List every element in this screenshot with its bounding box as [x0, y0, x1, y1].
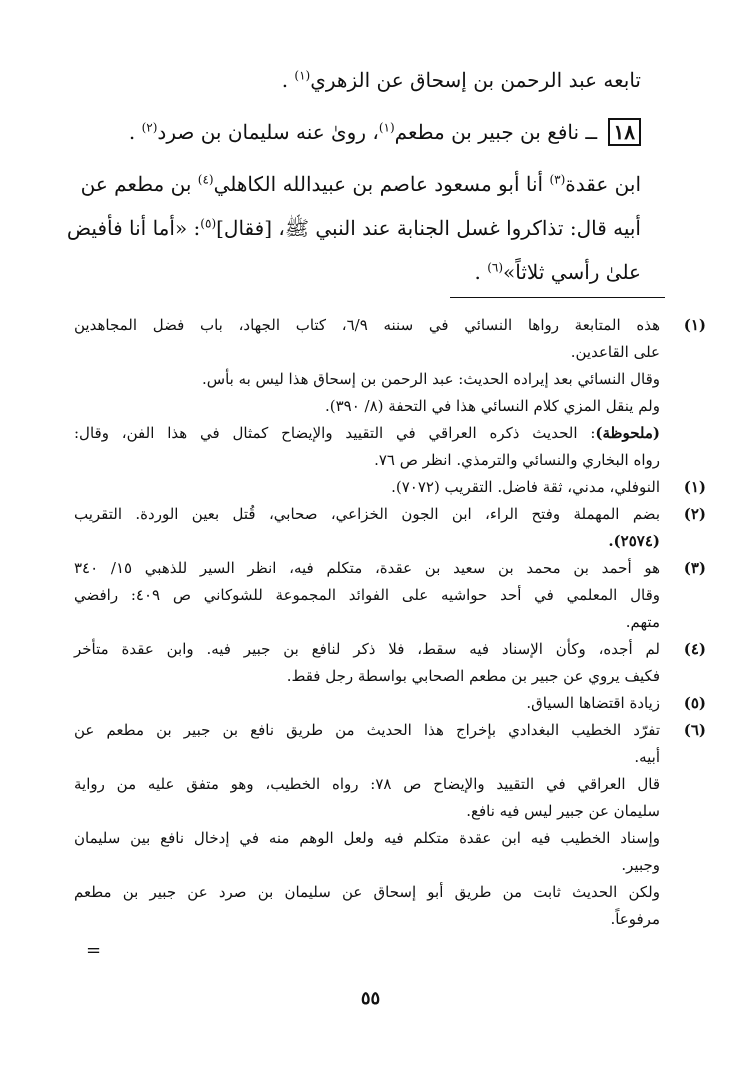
footnote-line: تفرّد الخطيب البغدادي بإخراج هذا الحديث من طريق نافع بن جبير بن مطعم عن [74, 721, 660, 739]
footnote-line: وقال المعلمي في أحد حواشيه على الفوائد المجموعة للشوكاني ص ٤٠٩: رافضي [74, 586, 660, 604]
footnote-ref[interactable]: (٢) [141, 120, 158, 135]
footnote-line: وجبير. [621, 856, 660, 874]
footnote-line: رواه البخاري والنسائي والترمذي. انظر ص ٧٦. [374, 451, 660, 469]
footnote-line: أبيه. [634, 748, 660, 766]
footnote-line: هذه المتابعة رواها النسائي في سننه ٦/٩، كتاب الجهاد، باب فضل المجاهدين [74, 316, 660, 334]
footnote-line: ولم ينقل المزي كلام النسائي هذا في التحفة (٨/ ٣٩٠). [324, 397, 660, 415]
footnote-line: (٢٥٧٤). [608, 532, 660, 550]
footnote-line: لم أجده، وكأن الإسناد فيه سقط، فلا ذكر لنافع بن جبير فيه. وابن عقدة متأخر [74, 640, 660, 658]
footnote-number: (٤) [683, 640, 706, 658]
note-label: (ملحوظة) [595, 424, 660, 442]
footnote [74, 312, 706, 474]
footnote-ref[interactable]: (١) [378, 120, 395, 135]
hadith-line-3: علىٰ رأسي ثلاثاً»$^{(٦)}$ . [474, 260, 641, 284]
footnote-line: مرفوعاً. [610, 910, 660, 928]
main-text [66, 58, 641, 294]
footnote-number: (٥) [683, 694, 706, 712]
footnote-separator [450, 297, 665, 298]
footnote [74, 636, 706, 690]
footnote-number: (١) [683, 478, 706, 496]
footnote-line: قال العراقي في التقييد والإيضاح ص ٧٨: رواه الخطيب، وهو متفق عليه من رواية [74, 775, 660, 793]
footnote-ref[interactable]: (٦) [487, 260, 504, 275]
footnote-line: هو أحمد بن محمد بن سعيد بن عقدة، متكلم فيه، انظر السير للذهبي ١٥/ ٣٤٠ [74, 559, 660, 577]
footnote-line: على القاعدين. [570, 343, 660, 361]
footnote-line: وقال النسائي بعد إيراده الحديث: عبد الرحمن بن إسحاق هذا ليس به بأس. [201, 370, 660, 388]
footnote [74, 555, 706, 636]
footnote [74, 501, 706, 555]
footnote-number: (١) [683, 316, 706, 334]
footnotes [74, 312, 706, 933]
main-line-1: تابعه عبد الرحمن بن إسحاق عن الزهري$^{(١)}$ . [281, 68, 641, 92]
footnote-number: (٦) [683, 721, 706, 739]
footnote-line: النوفلي، مدني، ثقة فاضل. التقريب (٧٠٧٢). [391, 478, 660, 496]
entry-heading: ١٨ ــ نافع بن جبير بن مطعم$^{(١)}$، روىٰ عنه سليمان بن صرد$^{(٢)}$ . [81, 110, 641, 154]
footnote-line: فكيف يروي عن جبير بن مطعم الصحابي بواسطة رجل فقط. [286, 667, 660, 685]
hadith-line-2: أبيه قال: تذاكروا غسل الجنابة عند النبي ﷺ، [فقال]$^{(٥)}$: «أما أنا فأفيض [66, 216, 641, 240]
footnote-number: (٣) [683, 559, 706, 577]
page-number: ٥٥ [360, 988, 381, 1009]
hadith-line-1: ابن عقدة$^{(٣)}$ أنا أبو مسعود عاصم بن عبيدالله الكاهلي$^{(٤)}$ بن مطعم عن [80, 172, 641, 196]
entry-number-badge: ١٨ [608, 118, 641, 146]
continuation-mark: = [86, 940, 102, 961]
footnote-ref[interactable]: (٤) [197, 172, 214, 187]
footnote [74, 717, 706, 933]
footnote-line: ولكن الحديث ثابت من طريق أبو إسحاق عن سليمان بن صرد عن جبير بن مطعم [74, 883, 660, 901]
footnote-line: زيادة اقتضاها السياق. [526, 694, 660, 712]
footnote-ref[interactable]: (١) [294, 68, 311, 83]
footnote-note-line: (ملحوظة): الحديث ذكره العراقي في التقييد والإيضاح كمثال في هذا الفن، وقال: [74, 424, 660, 442]
footnote [74, 690, 706, 717]
footnote [74, 474, 706, 501]
footnote-line: سليمان عن جبير ليس فيه نافع. [466, 802, 660, 820]
footnote-line: بضم المهملة وفتح الراء، ابن الجون الخزاعي، صحابي، قُتل بعين الوردة. التقريب [74, 505, 660, 523]
footnote-ref[interactable]: (٥) [200, 216, 217, 231]
footnote-ref[interactable]: (٣) [549, 172, 566, 187]
footnote-line: وإسناد الخطيب فيه ابن عقدة متكلم فيه ولعل الوهم منه في إدخال نافع بين سليمان [74, 829, 660, 847]
footnote-number: (٢) [683, 505, 706, 523]
footnote-line: متهم. [625, 613, 660, 631]
